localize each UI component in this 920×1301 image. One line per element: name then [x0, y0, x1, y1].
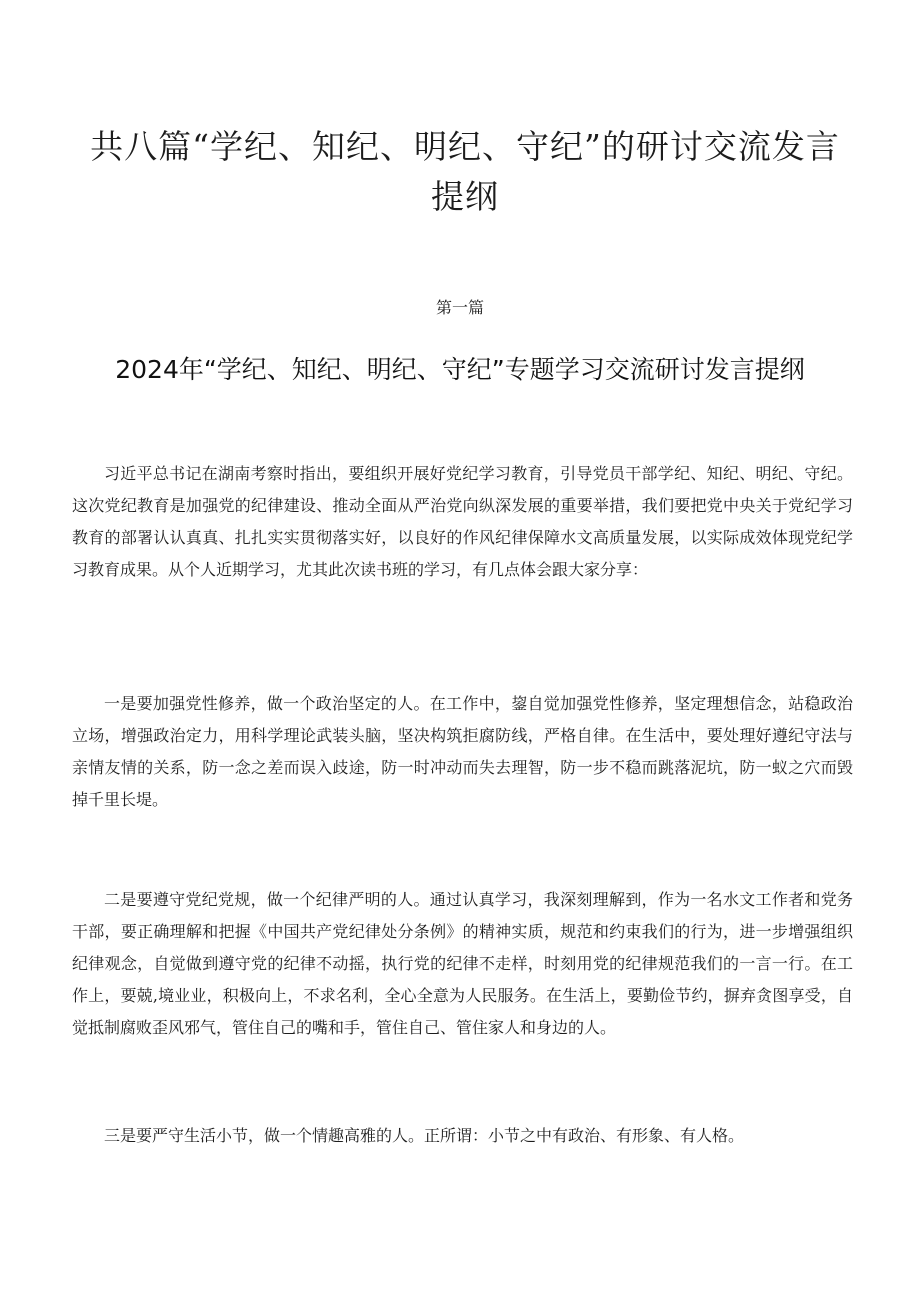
section-title: 2024年“学纪、知纪、明纪、守纪”专题学习交流研讨发言提纲 — [115, 355, 805, 384]
body-paragraph: 三是要严守生活小节，做一个情趣高雅的人。正所谓：小节之中有政治、有形象、有人格。 — [104, 1126, 745, 1145]
body-paragraph: 二是要遵守党纪党规，做一个纪律严明的人。通过认真学习，我深刻理解到，作为一名水文工作者和党务干部，要正确理解和把握《中国共产党纪律处分条例》的精神实质，规范和约束我们的行为，进一步增强组织纪律观念，自觉做到遵守党的纪律不动摇，执行党的纪律不走样，时刻用党的纪律规范我们的一言一行。在工作上，要兢,境业业，积极向上，不求名利，全心全意为人民服务。在生活上，要勤俭节约，摒弃贪图享受，自觉抵制腐败歪风邪气，管住自己的嘴和手，管住自己、管住家人和身边的人。 — [72, 890, 853, 1037]
body-paragraph: 一是要加强党性修养，做一个政治坚定的人。在工作中，鋆自觉加强党性修养，坚定理想信念，站稳政治立场，增强政治定力，用科学理论武装头脑，坚决构筑拒腐防线，严格自律。在生活中，要处理好遵纪守法与亲情友情的关系，防一念之差而误入歧途，防一时冲动而失去理智，防一步不稳而跳落泥坑，防一蚁之穴而毁掉千里长堤。 — [72, 694, 853, 809]
document-title: 共八篇“学纪、知纪、明纪、守纪”的研讨交流发言提纲 — [90, 127, 840, 216]
section-label: 第一篇 — [435, 298, 484, 317]
body-paragraph: 习近平总书记在湖南考察时指出，要组织开展好党纪学习教育，引导党员干部学纪、知纪、明纪、守纪。这次党纪教育是加强党的纪律建设、推动全面从严治党向纵深发展的重要举措，我们要把党中央关于党纪学习教育的部署认认真真、扎扎实实贯彻落实好，以良好的作风纪律保障水文高质量发展，以实际成效体现党纪学习教育成果。从个人近期学习，尤其此次读书班的学习，有几点体会跟大家分享： — [72, 464, 853, 579]
